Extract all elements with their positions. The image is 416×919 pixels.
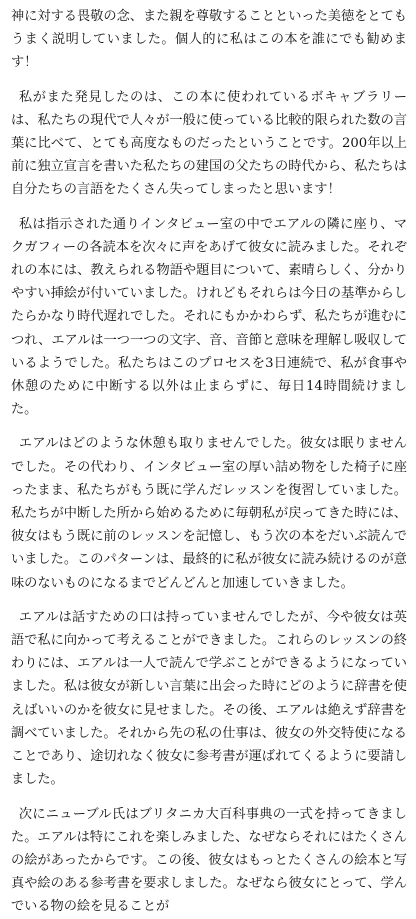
paragraph-3: 私は指示された通りインタビュー室の中でエアルの隣に座り、マクガフィーの各読本を次々に声をあげて彼女に読みました。それぞれの本には、教えられる物語や題目について、素晴らしく、分かりやすい挿絵が付いていました。けれどもそれらは今日の基準からしたらかなり時代遅れでした。それにもかかわらず、私たちが進むにつれ、エアルは一つ一つの文字、音、音節と意味を理解し吸収しているようでした。私たちはこのプロセスを3日連続で、私が食事や休憩のために中断する以外は止まらずに、毎日14時間続けました。 bbox=[11, 216, 407, 418]
paragraph-4: エアルはどのような休憩も取りませんでした。彼女は眠りませんでした。その代わり、インタビュー室の厚い詰め物をした椅子に座ったまま、私たちがもう既に学んだレッスンを復習していました。私たちが中断した所から始めるために毎朝私が戻ってきた時には、彼女はもう既に前のレッスンを記憶し、もう次の本をだいぶ読んでいました。このパターンは、最終的に私が彼女に読み続けるのが意味のないものになるまでどんどんと加速していきました。 bbox=[11, 436, 407, 591]
paragraph-5: エアルは話すための口は持っていませんでしたが、今や彼女は英語で私に向かって考えることができました。これらのレッスンの終わりには、エアルは一人で読んで学ぶことができるようになっていました。私は彼女が新しい言葉に出会った時にどのように辞書を使えばいいのかを彼女に見せました。その後、エアルは絶えず辞書を調べていました。それから先の私の仕事は、彼女の外交特使になることであり、途切れなく彼女に参考書が運ばれてくるように要請しました。 bbox=[11, 609, 407, 788]
paragraph-6: 次にニューブル氏はブリタニカ大百科事典の一式を持ってきました。エアルは特にこれを楽しみました、なぜならそれにはたくさんの絵があったからです。この後、彼女はもっとたくさんの絵本と写真や絵のある参考書を要求しました。なぜなら彼女にとって、学んでいる物の絵を見ることが bbox=[11, 806, 407, 915]
paragraph-1: 神に対する畏敬の念、また親を尊敬することといった美徳をとてもうまく説明していました。個人的に私はこの本を誰にでも勧めます！ bbox=[11, 9, 407, 71]
paragraph-2: 私がまた発見したのは、この本に使われているボキャブラリーは、私たちの現代で人々が一般に使っている比較的限られた数の言葉に比べて、とても高度なものだったということです。200年以上前に独立宣言を書いた私たちの建国の父たちの時代から、私たちは自分たちの言語をたくさん失ってしまったと思います！ bbox=[11, 89, 407, 198]
